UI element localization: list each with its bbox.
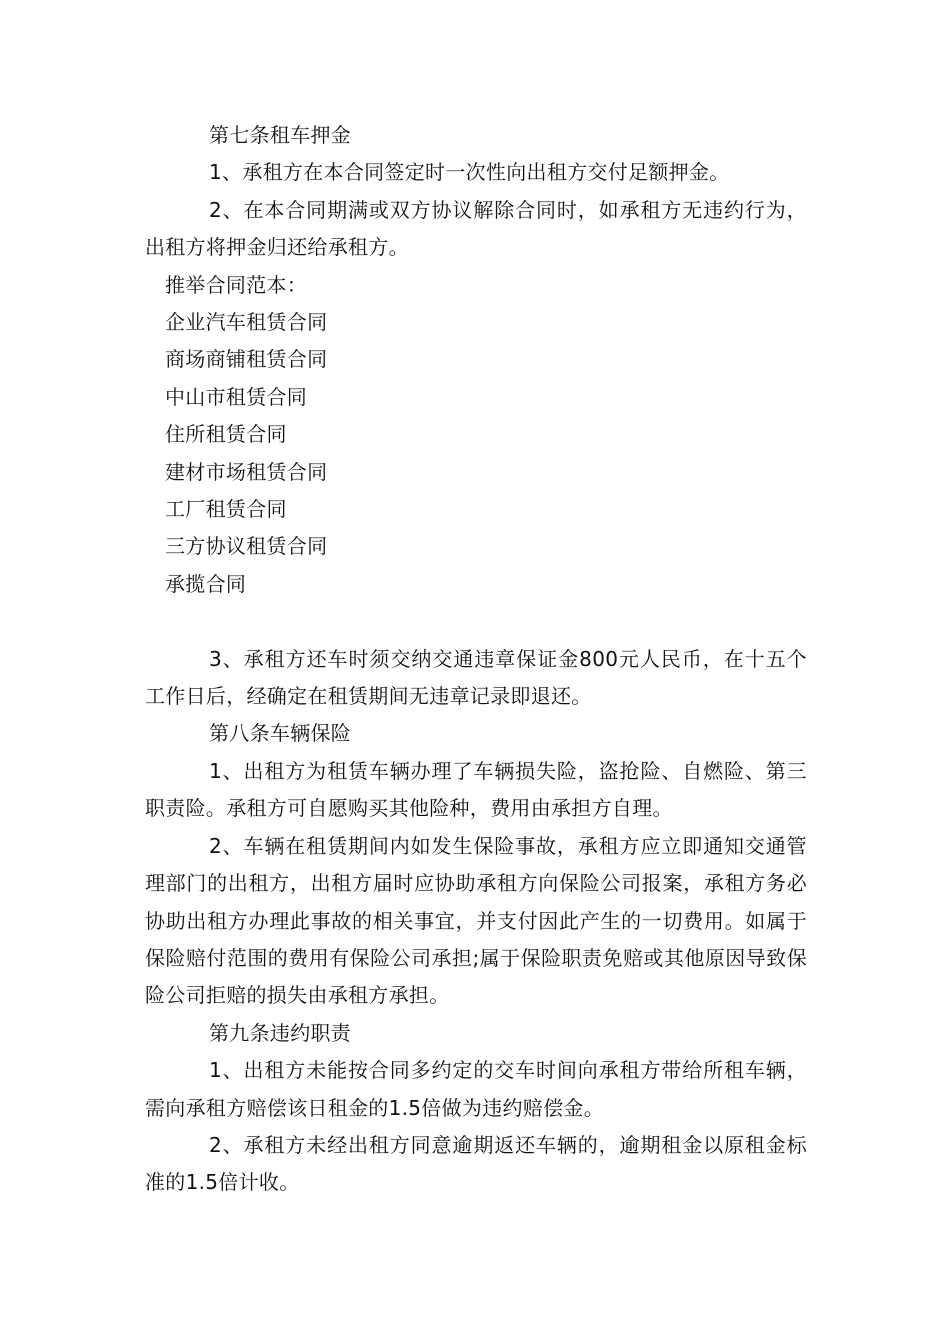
paragraph: 1、出租方未能按合同多约定的交车时间向承租方带给所租车辆，需向承租方赔偿该日租金的1.5倍做为违约赔偿金。: [145, 1058, 807, 1120]
recommended-link[interactable]: 商场商铺租赁合同: [165, 347, 328, 372]
recommended-list: [145, 304, 807, 603]
paragraph: 1、出租方为租赁车辆办理了车辆损失险，盗抢险、自燃险、第三职责险。承租方可自愿购买其他险种，费用由承担方自理。: [145, 758, 807, 821]
paragraph: 1、承租方在本合同签定时一次性向出租方交付足额押金。: [209, 160, 730, 185]
recommended-link[interactable]: 工厂租赁合同: [165, 497, 287, 522]
paragraph: 2、在本合同期满或双方协议解除合同时，如承租方无违约行为，出租方将押金归还给承租方。: [145, 197, 807, 260]
recommended-link[interactable]: 住所租赁合同: [165, 422, 287, 447]
recommended-link[interactable]: 承揽合同: [165, 571, 247, 596]
paragraph: 2、承租方未经出租方同意逾期返还车辆的，逾期租金以原租金标准的1.5倍计收。: [145, 1132, 807, 1195]
blank-line: [145, 603, 807, 640]
paragraph: 2、车辆在租赁期间内如发生保险事故，承租方应立即通知交通管理部门的出租方，出租方届时应协助承租方向保险公司报案，承租方务必协助出租方办理此事故的相关事宜，并支付因此产生的一切费用。如属于保险赔付范围的费用有保险公司承担;属于保险职责免赔或其他原因导致保险公司拒赔的损失由承租方承担。: [145, 833, 807, 1008]
paragraph: 第九条违约职责: [209, 1020, 352, 1045]
paragraph: 第八条车辆保险: [209, 721, 352, 746]
recommended-link[interactable]: 企业汽车租赁合同: [165, 310, 328, 335]
recommended-heading: 推举合同范本：: [165, 272, 308, 297]
paragraph: 第七条租车押金: [209, 123, 352, 147]
recommended-templates: [145, 267, 807, 604]
recommended-link[interactable]: 三方协议租赁合同: [165, 534, 328, 559]
section-deposit: [145, 117, 807, 267]
section-insurance-and-liability: [145, 641, 807, 1202]
document-body: [145, 117, 807, 1202]
recommended-link[interactable]: 建材市场租赁合同: [165, 459, 328, 484]
paragraph: 3、承租方还车时须交纳交通违章保证金800元人民币，在十五个工作日后，经确定在租赁期间无违章记录即退还。: [145, 646, 807, 709]
recommended-link[interactable]: 中山市租赁合同: [165, 384, 308, 409]
